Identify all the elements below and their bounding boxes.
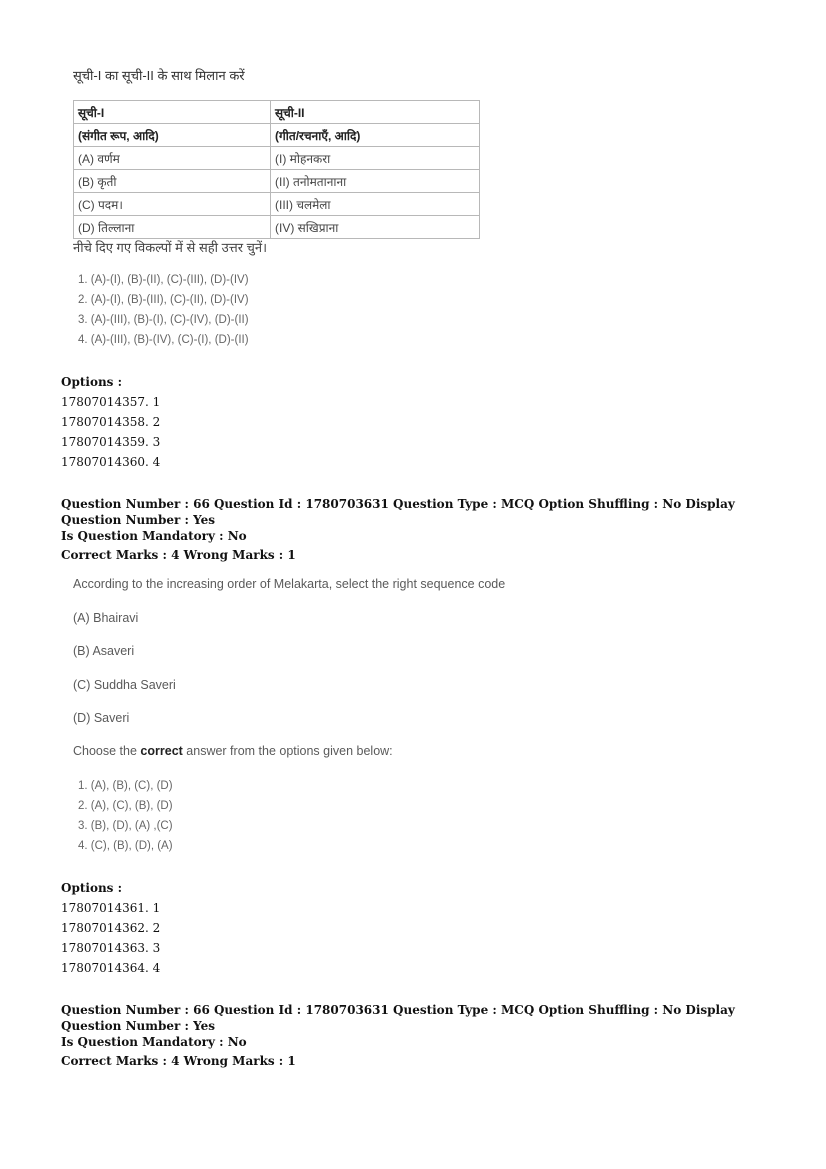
q1-instruction: नीचे दिए गए विकल्पों में से सही उत्तर चुनें।: [73, 240, 268, 255]
question-header: [61, 1002, 781, 1069]
table-row: [74, 147, 480, 170]
table-cell: (C) पदम।: [74, 193, 271, 216]
option-id: 17807014357. 1: [61, 395, 161, 409]
table-cell: (IV) सखिप्राना: [271, 216, 480, 239]
table-cell: (I) मोहनकरा: [271, 147, 480, 170]
q1-choice-list: [78, 270, 249, 350]
q2-item: (D) Saveri: [73, 711, 130, 725]
choice-item: 3. (B), (D), (A) ,(C): [78, 820, 173, 832]
option-id: 17807014362. 2: [61, 921, 161, 935]
choice-item: 1. (A)-(I), (B)-(II), (C)-(III), (D)-(IV): [78, 274, 249, 286]
choice-item: 3. (A)-(III), (B)-(I), (C)-(IV), (D)-(II): [78, 314, 249, 326]
table-header-row: [74, 101, 480, 124]
choice-item: 2. (A)-(I), (B)-(III), (C)-(II), (D)-(IV): [78, 294, 249, 306]
option-id: 17807014361. 1: [61, 901, 161, 915]
options-label: Options :: [61, 375, 123, 389]
table-subheader-cell: (गीत/रचनाएँ, आदि): [271, 124, 480, 147]
choice-item: 4. (C), (B), (D), (A): [78, 840, 173, 852]
table-cell: (II) तनोमतानाना: [271, 170, 480, 193]
question-marks-line: Correct Marks : 4 Wrong Marks : 1: [61, 548, 296, 562]
q2-instruction-pre: Choose the: [73, 744, 141, 758]
table-cell: (B) कृती: [74, 170, 271, 193]
q1-title: सूची-I का सूची-II के साथ मिलान करें: [73, 68, 245, 83]
question-meta-line: Question Number : 66 Question Id : 1780703631 Question Type : MCQ Option Shuffling : No Display Question Number : Yes: [61, 497, 735, 527]
q2-choice-list: [78, 776, 173, 856]
q2-instruction-bold: correct: [140, 744, 183, 758]
option-id: 17807014359. 3: [61, 435, 161, 449]
q2-instruction-post: answer from the options given below:: [182, 744, 393, 758]
q2-item: (B) Asaveri: [73, 644, 135, 658]
q2-options-block: [61, 878, 160, 978]
question-header: [61, 496, 781, 563]
question-mandatory-line: Is Question Mandatory : No: [61, 1035, 247, 1049]
option-id: 17807014364. 4: [61, 961, 161, 975]
table-row: [74, 170, 480, 193]
table-row: [74, 216, 480, 239]
question-meta-line: Question Number : 66 Question Id : 1780703631 Question Type : MCQ Option Shuffling : No Display Question Number : Yes: [61, 1003, 735, 1033]
options-label: Options :: [61, 881, 123, 895]
q2-prompt: According to the increasing order of Melakarta, select the right sequence code: [73, 577, 506, 591]
choice-item: 4. (A)-(III), (B)-(IV), (C)-(I), (D)-(II): [78, 334, 249, 346]
table-cell: (D) तिल्लाना: [74, 216, 271, 239]
table-row: [74, 193, 480, 216]
q1-options-block: [61, 372, 160, 472]
q2-instruction: [73, 744, 393, 758]
table-header-cell: सूची-II: [271, 101, 480, 124]
table-cell: (A) वर्णम: [74, 147, 271, 170]
question-mandatory-line: Is Question Mandatory : No: [61, 529, 247, 543]
table-subheader-cell: (संगीत रूप, आदि): [74, 124, 271, 147]
table-header-cell: सूची-I: [74, 101, 271, 124]
choice-item: 2. (A), (C), (B), (D): [78, 800, 173, 812]
q2-item: (A) Bhairavi: [73, 611, 139, 625]
option-id: 17807014360. 4: [61, 455, 161, 469]
option-id: 17807014358. 2: [61, 415, 161, 429]
option-id: 17807014363. 3: [61, 941, 161, 955]
match-table: [73, 100, 480, 239]
table-subheader-row: [74, 124, 480, 147]
q2-item: (C) Suddha Saveri: [73, 678, 176, 692]
table-cell: (III) चलमेला: [271, 193, 480, 216]
question-marks-line: Correct Marks : 4 Wrong Marks : 1: [61, 1054, 296, 1068]
choice-item: 1. (A), (B), (C), (D): [78, 780, 173, 792]
